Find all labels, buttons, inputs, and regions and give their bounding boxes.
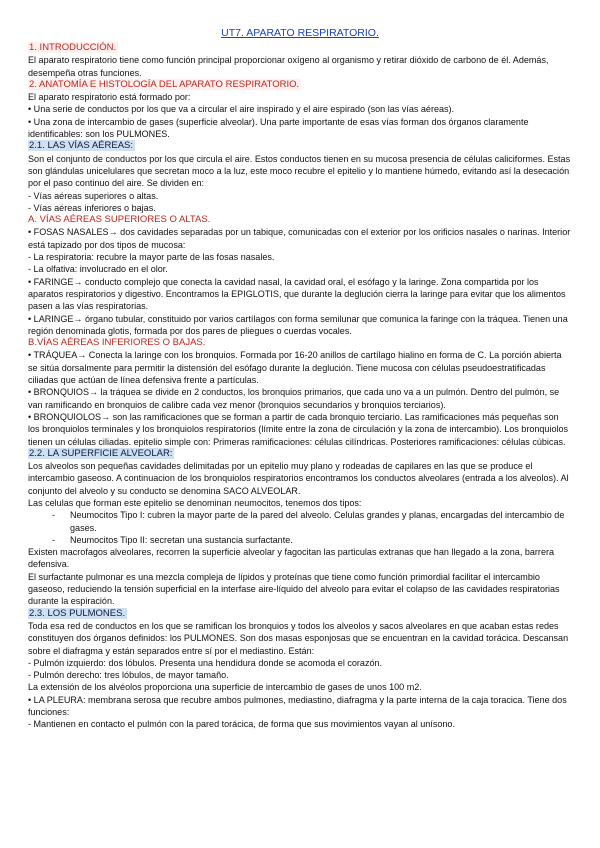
paragraph: Toda esa red de conductos en los que se ramifican los bronquios y todos los alveolos y sacos alveolares en que acaban estas redes constituyen dos órganos definidos: los PULMONES. Son dos masas esponjosas que se encuentran en la cavidad torácica. Descansan sobre el diafragma y están separados entre sí por el mediastino. Están:	[28, 620, 569, 656]
list-item: - Vías aéreas inferiores o bajas.	[28, 202, 156, 213]
list-item: - Neumocitos Tipo II: secretan una sustancia surfactante.	[52, 534, 293, 545]
bullet-item: • Una serie de conductos por los que va a circular el aire inspirado y el aire espirado (son las vías aéreas).	[28, 104, 455, 115]
section-heading-superficie-alveolar: 2.2. LA SUPERFICIE ALVEOLAR:	[29, 447, 173, 459]
list-item: - Vías aéreas superiores o altas.	[28, 190, 159, 201]
bullet-item: • LARINGE→ órgano tubular, constituido por varios cartílagos con forma semilunar que comunica la faringe con la tráquea. Tienen una región denominada glotis, formada por dos pares de pliegues o cuerdas vocales.	[28, 313, 568, 336]
list-item: - La respiratoria: recubre la mayor parte de las fosas nasales.	[28, 252, 275, 263]
bullet-item: • BRONQUIOLOS→ son las ramificaciones que se forman a partir de cada bronquio terciario. Las ramificaciones más pequeñas son los bronquiolos terminales y los bronquiolos respiratorios (límite entre la zona de circulación y la zona de intercambio). Los bronquiolos tienen un células ciliadas. epitelio simple con: Primeras ramificaciones: células cilíndricas. Posteriores ramificaciones: células cúbicas.	[28, 411, 569, 447]
section-heading-vias-aereas: 2.1. LAS VÍAS AÉREAS:	[29, 140, 134, 152]
paragraph: Las celulas que forman este epitelio se denominan neumocitos, tenemos dos tipos:	[28, 497, 362, 508]
paragraph: Existen macrofagos alveolares, recorren la superficie alveolar y fagocitan las particulas extranas que han llegado a la zona, barrera defensiva.	[28, 547, 555, 570]
document-title: UT7. APARATO RESPIRATORIO.	[221, 27, 379, 39]
bullet-item: • FOSAS NASALES→ dos cavidades separadas por un tabique, comunicadas con el exterior por los orificios nasales o narinas. Interior está tapizado por dos tipos de mucosa:	[28, 227, 571, 250]
subheading-vias-inferiores: B.VÍAS AÉREAS INFERIORES O BAJAS.	[28, 337, 206, 349]
paragraph: Los alveolos son pequeñas cavidades delimitadas por un epitelio muy plano y rodeadas de capilares en las que se produce el intercambio gaseoso. A continuacion de los bronquiolos respiratorios encontramos los conductos alveolares (entrada a los alveolos). Al conjunto del alveolo y su conducto se denomina SACO ALVEOLAR.	[28, 461, 569, 496]
list-item: - Pulmón derecho: tres lóbulos, de mayor tamaño.	[28, 670, 229, 681]
section-heading-anatomia: 2. ANATOMÍA E HISTOLOGÍA DEL APARATO RESPIRATORIO.	[29, 78, 300, 90]
bullet-item: • BRONQUIOS→ la tráquea se divide en 2 conductos, los bronquios primarios, que cada uno va a un pulmón. Dentro del pulmón, se van ramificando en bronquios de calibre cada vez menor (bronquios secundarios y bronquios terciarios).	[28, 387, 560, 410]
paragraph: El surfactante pulmonar es una mezcla compleja de lípidos y proteínas que tiene como función primordial facilitar el intercambio gaseoso, reduciendo la tensión superficial en la interfase aire-líquido del alveolo para evitar el colapso de las cavidades respiratorias durante la espiración.	[28, 571, 560, 607]
paragraph: El aparato respiratorio está formado por:	[28, 92, 191, 103]
bullet-item: • TRÁQUEA→ Conecta la laringe con los bronquios. Formada por 16-20 anillos de cartílago hialino en forma de C. La porción abierta se sitúa dorsalmente para permitir la distensión del esófago durante la deglución. Tiene mucosa con células pseudoestratificadas ciliadas que actúan de línea defensiva frente a partículas.	[28, 350, 562, 386]
list-item: - Pulmón izquierdo: dos lóbulos. Presenta una hendidura donde se acomoda el corazón.	[28, 657, 383, 668]
paragraph: La extensión de los alvéolos proporciona una superficie de intercambio de gases de unos 100 m2.	[28, 682, 422, 693]
subheading-vias-superiores: A. VÍAS AÉREAS SUPERIORES O ALTAS.	[28, 214, 211, 226]
paragraph: Son el conjunto de conductos por los que circula el aire. Estos conductos tienen en su mucosa presencia de células caliciformes. Estas son glándulas unicelulares que secretan moco a la luz, este moco recubre el epitelio y lo mantiene húmedo, evitando así la desecación por el paso continuo del aire. Se dividen en:	[28, 153, 571, 189]
section-heading-introduccion: 1. INTRODUCCIÓN.	[29, 42, 117, 53]
list-item: - Neumocitos Tipo I: cubren la mayor parte de la pared del alveolo. Celulas grandes y planas, encargadas del intercambio de gases.	[52, 510, 565, 533]
section-heading-pulmones: 2.3. LOS PULMONES.	[29, 607, 126, 619]
list-item: - Mantienen en contacto el pulmón con la pared torácica, de forma que sus movimientos vayan al unísono.	[28, 719, 455, 730]
bullet-item: • Una zona de intercambio de gases (superficie alveolar). Una parte importante de esas vías forman dos órganos claramente identificables: son los PULMONES.	[28, 116, 529, 140]
list-item: - La olfativa: involucrado en el olor.	[28, 264, 168, 275]
paragraph: El aparato respiratorio tiene como función principal proporcionar oxígeno al organismo y retirar dióxido de carbono de él. Además, desempeña otras funciones.	[28, 55, 549, 78]
bullet-item: • FARINGE→ conducto complejo que conecta la cavidad nasal, la cavidad oral, el esófago y la laringe. Zona compartida por los aparatos respiratorios y digestivo. Encontramos la EPIGLOTIS, que durante la deglución cierra la laringe para evitar que los alimentos pasen a las vías respiratorias.	[28, 276, 566, 312]
bullet-item: • LA PLEURA: membrana serosa que recubre ambos pulmones, mediastino, diafragma y la parte interna de la caja toracica. Tiene dos funciones:	[28, 694, 567, 718]
